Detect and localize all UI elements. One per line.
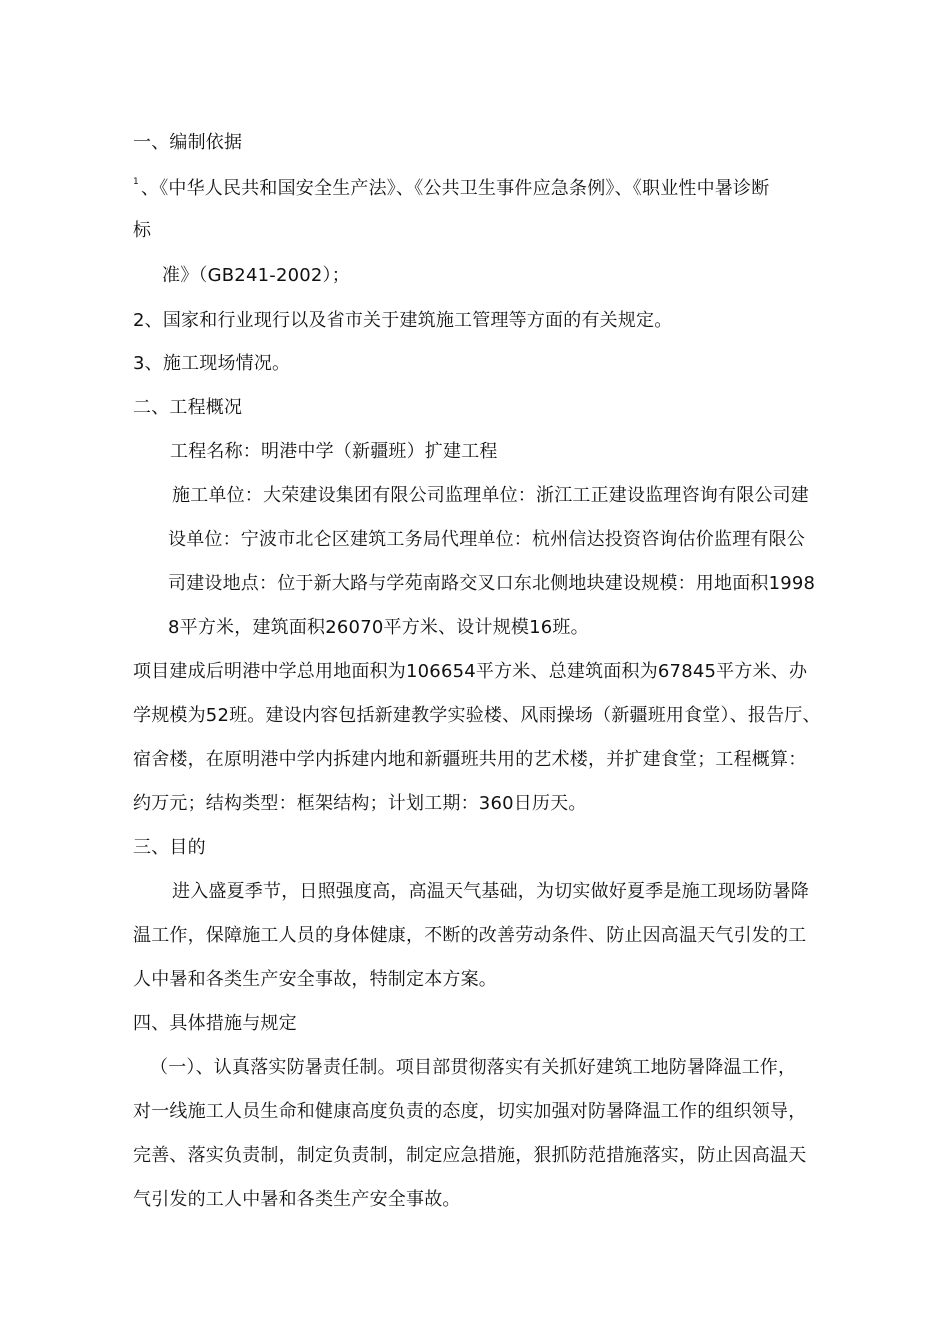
- project-name: 工程名称：明港中学（新疆班）扩建工程: [170, 441, 498, 462]
- overview-line-2: 设单位：宁波市北仑区建筑工务局代理单位：杭州信达投资咨询估价监理有限公: [168, 529, 805, 550]
- heading-measures: 四、具体措施与规定: [133, 1013, 297, 1034]
- basis-item-1-cont: 标: [133, 220, 152, 241]
- basis-item-2: 2、国家和行业现行以及省市关于建筑施工管理等方面的有关规定。: [133, 310, 673, 331]
- overview-line-1: 施工单位：大荣建设集团有限公司监理单位：浙江工正建设监理咨询有限公司建: [172, 485, 809, 506]
- basis-item-1: 、《中华人民共和国安全生产法》、《公共卫生事件应急条例》、《职业性中暑诊断: [141, 178, 770, 199]
- measures-line-3: 完善、落实负责制，制定负责制，制定应急措施，狠抓防范措施落实，防止因高温天: [133, 1145, 807, 1166]
- overview-line-3: 司建设地点：位于新大路与学苑南路交叉口东北侧地块建设规模：用地面积1998: [168, 573, 816, 594]
- measures-line-4: 气引发的工人中暑和各类生产安全事故。: [133, 1189, 461, 1210]
- measures-line-1: （一）、认真落实防暑责任制。项目部贯彻落实有关抓好建筑工地防暑降温工作，: [150, 1057, 797, 1078]
- purpose-line-1: 进入盛夏季节，日照强度高，高温天气基础，为切实做好夏季是施工现场防暑降: [172, 881, 809, 902]
- heading-purpose: 三、目的: [133, 837, 206, 858]
- heading-basis: 一、编制依据: [133, 132, 243, 153]
- basis-item-1-standard: 准》（GB241-2002）；: [162, 265, 350, 286]
- purpose-line-3: 人中暑和各类生产安全事故，特制定本方案。: [133, 969, 497, 990]
- overview-para-4: 约万元；结构类型：框架结构；计划工期：360日历天。: [133, 793, 587, 814]
- overview-para-2: 学规模为52班。建设内容包括新建教学实验楼、风雨操场（新疆班用食堂）、报告厅、: [133, 705, 821, 726]
- heading-overview: 二、工程概况: [133, 397, 243, 418]
- basis-item-3: 3、施工现场情况。: [133, 353, 291, 374]
- footnote-mark: 1: [133, 177, 139, 187]
- purpose-line-2: 温工作，保障施工人员的身体健康，不断的改善劳动条件、防止因高温天气引发的工: [133, 925, 807, 946]
- overview-para-3: 宿舍楼，在原明港中学内拆建内地和新疆班共用的艺术楼，并扩建食堂；工程概算：: [133, 749, 807, 770]
- overview-para-1: 项目建成后明港中学总用地面积为106654平方米、总建筑面积为67845平方米、办: [133, 661, 808, 682]
- overview-line-4: 8平方米，建筑面积26070平方米、设计规模16班。: [168, 617, 589, 638]
- measures-line-2: 对一线施工人员生命和健康高度负责的态度，切实加强对防暑降温工作的组织领导，: [133, 1101, 807, 1122]
